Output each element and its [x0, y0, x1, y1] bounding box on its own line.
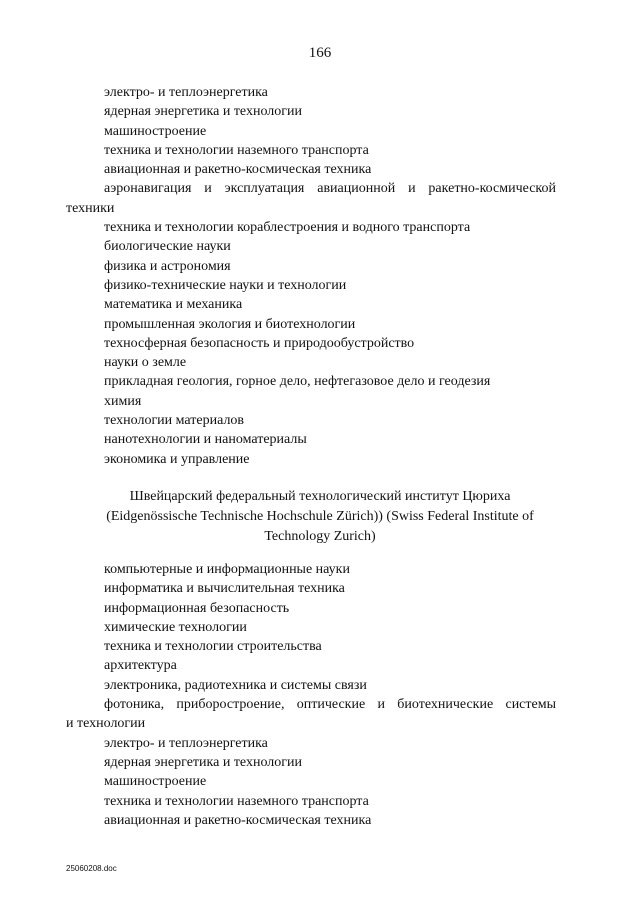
list-item: математика и механика	[104, 297, 243, 313]
list-item: физика и астрономия	[104, 258, 231, 274]
list-item: архитектура	[104, 658, 177, 674]
list-item: техника и технологии наземного транспорта	[104, 793, 369, 809]
list-item: биологические науки	[104, 239, 231, 255]
institution-heading-line: Technology Zurich)	[264, 529, 376, 544]
list-item: химические технологии	[104, 619, 247, 635]
page-number: 166	[308, 45, 332, 61]
file-name-footer: 25060208.doc	[66, 864, 117, 873]
list-item: прикладная геология, горное дело, нефтегазовое дело и геодезия	[104, 374, 491, 390]
list-item: электро- и теплоэнергетика	[104, 85, 268, 100]
list-item: компьютерные и информационные науки	[104, 562, 350, 577]
list-item: химия	[104, 393, 142, 409]
list-item: информационная безопасность	[104, 600, 290, 616]
list-item: ядерная энергетика и технологии	[104, 754, 302, 770]
list-item: фотоника, приборостроение, оптические и биотехнические системы	[104, 697, 556, 713]
list-item: машиностроение	[104, 774, 207, 790]
field-list-2	[0, 560, 640, 830]
list-item: техника и технологии кораблестроения и водного транспорта	[104, 220, 471, 236]
list-item: электроника, радиотехника и системы связи	[104, 677, 367, 693]
list-item: нанотехнологии и наноматериалы	[104, 432, 307, 448]
list-item: технологии материалов	[104, 413, 245, 429]
list-item: авиационная и ракетно-космическая техника	[104, 162, 372, 178]
list-item: авиационная и ракетно-космическая техника	[104, 812, 372, 828]
list-item-continuation: и технологии	[66, 716, 146, 732]
list-item: физико-технические науки и технологии	[104, 277, 347, 293]
list-item: ядерная энергетика и технологии	[104, 104, 302, 120]
list-item-continuation: техники	[66, 200, 115, 216]
list-item: техника и технологии строительства	[104, 639, 322, 655]
institution-heading-line: (Eidgenössische Technische Hochschule Zürich)) (Swiss Federal Institute of	[106, 509, 534, 524]
field-list-1	[0, 83, 640, 469]
list-item: техника и технологии наземного транспорта	[104, 142, 369, 158]
list-item: техносферная безопасность и природообустройство	[104, 335, 415, 351]
institution-heading-line: Швейцарский федеральный технологический институт Цюриха	[129, 489, 511, 504]
list-item: аэронавигация и эксплуатация авиационной и ракетно-космической	[104, 181, 556, 197]
institution-heading	[60, 487, 580, 547]
list-item: информатика и вычислительная техника	[104, 581, 345, 597]
list-item: машиностроение	[104, 123, 207, 139]
list-item: науки о земле	[104, 355, 187, 371]
list-item: промышленная экология и биотехнологии	[104, 316, 356, 332]
list-item: экономика и управление	[104, 451, 250, 467]
list-item: электро- и теплоэнергетика	[104, 735, 268, 751]
